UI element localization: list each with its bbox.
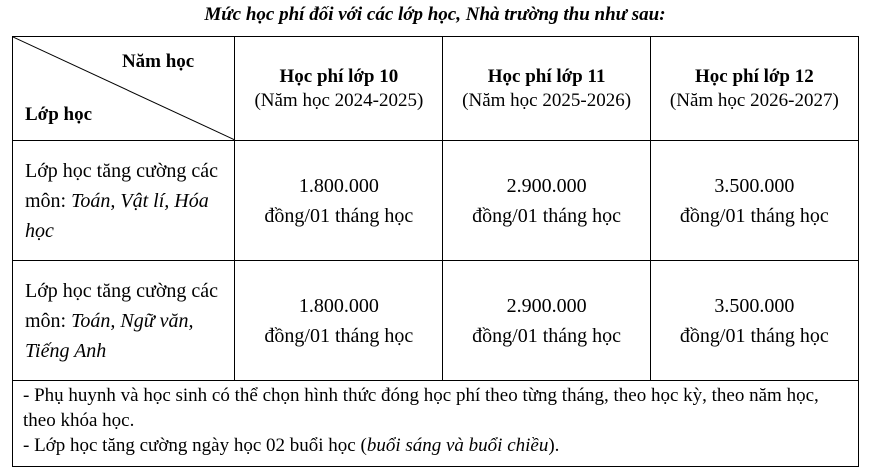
price-cell xyxy=(650,141,858,261)
price-amount: 1.800.000 xyxy=(298,294,379,317)
corner-header-cell xyxy=(13,37,235,141)
column-header-label: Học phí lớp 11 xyxy=(487,65,606,87)
column-header-label: Học phí lớp 10 xyxy=(279,65,399,87)
price-unit: đồng/01 tháng học xyxy=(264,204,414,227)
price-cell xyxy=(650,261,858,381)
corner-class-label: Lớp học xyxy=(25,104,93,125)
table-row xyxy=(13,141,859,261)
price-cell xyxy=(443,141,650,261)
price-amount: 2.900.000 xyxy=(506,174,587,197)
price-unit: đồng/01 tháng học xyxy=(679,204,829,227)
price-unit: đồng/01 tháng học xyxy=(472,324,622,347)
note-schedule-suffix: ). xyxy=(548,435,560,456)
column-header-year: (Năm học 2025-2026) xyxy=(462,89,632,111)
notes-row xyxy=(13,381,859,467)
tuition-table xyxy=(12,36,859,467)
column-header-grade-10 xyxy=(235,37,443,141)
column-header-year: (Năm học 2026-2027) xyxy=(669,89,839,111)
price-unit: đồng/01 tháng học xyxy=(679,324,829,347)
row-label-prefix: Lớp học tăng cường các môn: xyxy=(25,279,219,332)
note-schedule-italic: buổi sáng và buổi chiều xyxy=(366,435,549,456)
row-label-cell xyxy=(13,261,235,381)
row-label-prefix: Lớp học tăng cường các môn: xyxy=(25,159,219,212)
page-title: Mức học phí đối với các lớp học, Nhà trường thu như sau: xyxy=(204,4,666,25)
row-label-subjects: Toán, Ngữ văn, Tiếng Anh xyxy=(25,309,194,362)
row-label-cell xyxy=(13,141,235,261)
column-header-year: (Năm học 2024-2025) xyxy=(254,89,424,111)
notes-cell xyxy=(13,381,859,467)
price-amount: 3.500.000 xyxy=(714,174,795,197)
column-header-grade-12 xyxy=(650,37,858,141)
column-header-label: Học phí lớp 12 xyxy=(694,65,814,87)
price-cell xyxy=(443,261,650,381)
corner-year-label: Năm học xyxy=(121,51,195,72)
note-payment-options: - Phụ huynh và học sinh có thể chọn hình thức đóng học phí theo từng tháng, theo học kỳ, theo năm học, theo khóa học. xyxy=(23,385,819,431)
price-amount: 3.500.000 xyxy=(714,294,795,317)
price-amount: 2.900.000 xyxy=(506,294,587,317)
price-cell xyxy=(235,261,443,381)
table-header-row xyxy=(13,37,859,141)
row-label-subjects: Toán, Vật lí, Hóa học xyxy=(25,189,209,242)
note-schedule xyxy=(23,433,848,458)
table-row xyxy=(13,261,859,381)
price-cell xyxy=(235,141,443,261)
price-unit: đồng/01 tháng học xyxy=(472,204,622,227)
price-unit: đồng/01 tháng học xyxy=(264,324,414,347)
price-amount: 1.800.000 xyxy=(298,174,379,197)
column-header-grade-11 xyxy=(443,37,650,141)
note-schedule-prefix: - Lớp học tăng cường ngày học 02 buổi học ( xyxy=(23,435,367,456)
